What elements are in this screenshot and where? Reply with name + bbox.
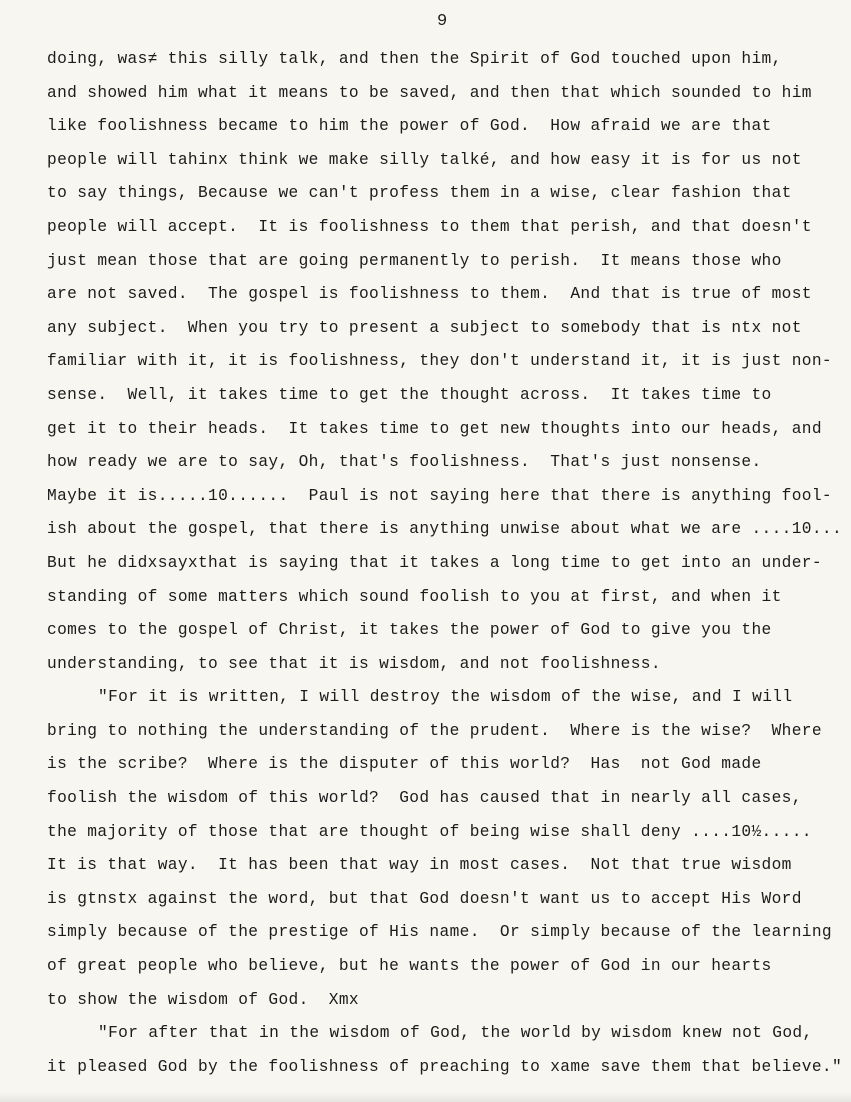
page-number: 9 (437, 12, 448, 31)
text-line: ish about the gospel, that there is anything unwise about what we are ....10... (47, 520, 843, 539)
text-line: of great people who believe, but he wants the power of God in our hearts (47, 957, 772, 976)
text-line: "For it is written, I will destroy the wisdom of the wise, and I will (98, 688, 793, 707)
page-body-text (47, 47, 847, 1088)
text-line: is gtnstx against the word, but that God doesn't want us to accept His Word (47, 889, 802, 908)
text-line: It is that way. It has been that way in most cases. Not that true wisdom (47, 856, 792, 875)
text-line: get it to their heads. It takes time to get new thoughts into our heads, and (47, 419, 822, 438)
text-line: comes to the gospel of Christ, it takes the power of God to give you the (47, 621, 772, 640)
text-line: Maybe it is.....10...... Paul is not saying here that there is anything fool- (47, 486, 832, 505)
text-line: the majority of those that are thought of being wise shall deny ....10½..... (47, 822, 812, 841)
text-line: foolish the wisdom of this world? God has caused that in nearly all cases, (47, 789, 802, 808)
text-line: "For after that in the wisdom of God, the world by wisdom knew not God, (98, 1024, 813, 1043)
text-line: But he didxsayxthat is saying that it takes a long time to get into an under- (47, 553, 822, 572)
text-line: bring to nothing the understanding of the prudent. Where is the wise? Where (47, 721, 822, 740)
text-line: to say things, Because we can't profess them in a wise, clear fashion that (47, 184, 792, 203)
text-line: understanding, to see that it is wisdom, and not foolishness. (47, 654, 661, 673)
text-line: it pleased God by the foolishness of preaching to xame save them that believe." (47, 1057, 843, 1076)
text-line: standing of some matters which sound foolish to you at first, and when it (47, 587, 782, 606)
text-line: sense. Well, it takes time to get the thought across. It takes time to (47, 385, 772, 404)
text-line: doing, was≠ this silly talk, and then the Spirit of God touched upon him, (47, 50, 782, 68)
text-line: simply because of the prestige of His name. Or simply because of the learning (47, 923, 832, 942)
text-line: how ready we are to say, Oh, that's foolishness. That's just nonsense. (47, 453, 762, 472)
text-line: like foolishness became to him the power of God. How afraid we are that (47, 117, 772, 136)
text-line: familiar with it, it is foolishness, they don't understand it, it is just non- (47, 352, 832, 371)
text-line: are not saved. The gospel is foolishness to them. And that is true of most (47, 285, 812, 304)
text-line: any subject. When you try to present a subject to somebody that is ntx not (47, 318, 802, 337)
text-line: people will tahinx think we make silly talké, and how easy it is for us not (47, 150, 802, 169)
page-bottom-edge (0, 1092, 851, 1102)
text-line: just mean those that are going permanently to perish. It means those who (47, 251, 782, 270)
text-line: to show the wisdom of God. Xmx (47, 990, 359, 1009)
text-line: is the scribe? Where is the disputer of this world? Has not God made (47, 755, 762, 774)
text-line: and showed him what it means to be saved, and then that which sounded to him (47, 83, 812, 102)
text-line: people will accept. It is foolishness to them that perish, and that doesn't (47, 217, 812, 236)
